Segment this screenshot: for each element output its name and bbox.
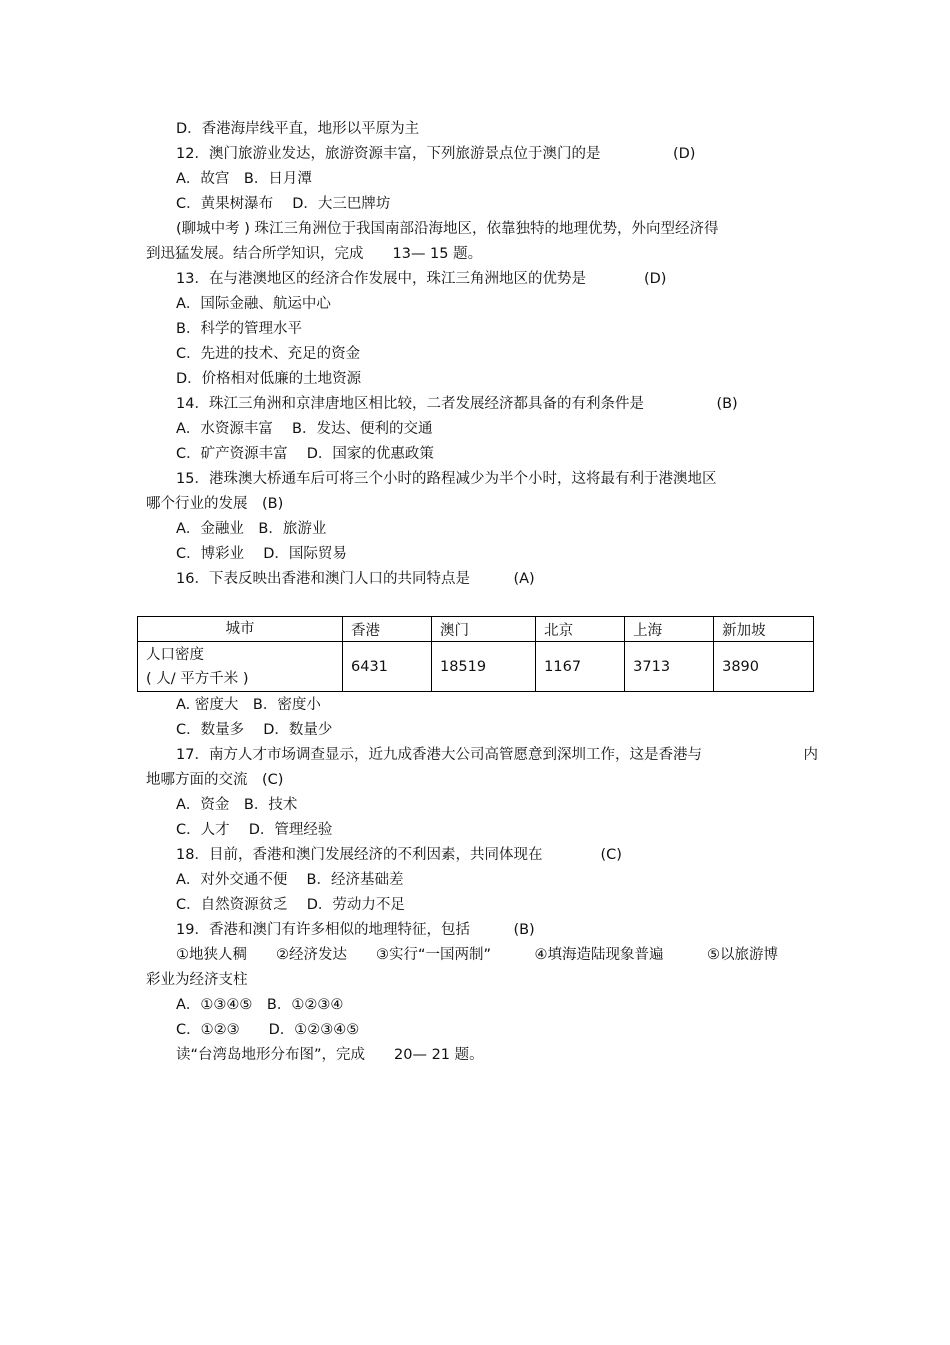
text-line-q12: 12．澳门旅游业发达，旅游资源丰富，下列旅游景点位于澳门的是 (D) [176,146,696,162]
header-macau: 澳门 [431,617,535,642]
text-line-q13-c: C．先进的技术、充足的资金 [176,346,361,362]
text-line-intro-13-15-a: (聊城中考 ) 珠江三角洲位于我国南部沿海地区，依靠独特的地理优势，外向型经济得 [176,221,719,237]
table-row [138,642,814,692]
text-line-q19-ab: A．①③④⑤ B．①②③④ [176,997,344,1013]
text-line-q15-ab: A．金融业 B．旅游业 [176,521,327,537]
text-line-intro-13-15-b: 到迅猛发展。结合所学知识，完成 13— 15 题。 [146,246,483,262]
row-label [138,642,343,692]
cell-hongkong: 6431 [343,642,432,692]
text-line-q12-cd: C．黄果树瀑布 D．大三巴牌坊 [176,196,391,212]
text-line-q18-cd: C．自然资源贫乏 D．劳动力不足 [176,897,405,913]
text-line-q17-ab: A．资金 B．技术 [176,797,298,813]
population-table [137,616,814,692]
header-hongkong: 香港 [343,617,432,642]
text-line-q18-ab: A．对外交通不便 B．经济基础差 [176,872,404,888]
text-line-q15-a: 15．港珠澳大桥通车后可将三个小时的路程减少为半个小时，这将最有利于港澳地区 [176,471,717,487]
text-line-q17-cd: C．人才 D．管理经验 [176,822,333,838]
text-line-q19-opts-b: 彩业为经济支柱 [146,972,248,988]
text-line-q17-a: 17．南方人才市场调查显示，近九成香港大公司高管愿意到深圳工作，这是香港与 内 [176,747,818,763]
text-line-q15-b: 哪个行业的发展 (B) [146,496,284,512]
text-line-q16-ab: A. 密度大 B．密度小 [176,697,321,713]
text-line-q13-b: B．科学的管理水平 [176,321,302,337]
header-beijing: 北京 [536,617,625,642]
cell-singapore: 3890 [714,642,814,692]
text-line-q18: 18．目前，香港和澳门发展经济的不利因素，共同体现在 (C) [176,847,622,863]
row-label-line1: 人口密度 [146,646,204,663]
text-line-q13-d: D．价格相对低廉的土地资源 [176,371,362,387]
text-line-q12-ab: A．故宫 B．日月潭 [176,171,312,187]
text-line-q19-opts-a: ①地狭人稠 ②经济发达 ③实行“一国两制” ④填海造陆现象普遍 ⑤以旅游博 [176,947,779,963]
text-line-q11-d: D．香港海岸线平直，地形以平原为主 [176,121,420,137]
text-line-q19-cd: C．①②③ D．①②③④⑤ [176,1022,360,1038]
text-line-q17-b: 地哪方面的交流 (C) [146,772,284,788]
cell-shanghai: 3713 [625,642,714,692]
table-header-row [138,617,814,642]
text-line-q14: 14．珠江三角洲和京津唐地区相比较，二者发展经济都具备的有利条件是 (B) [176,396,738,412]
text-line-intro-20-21: 读“台湾岛地形分布图”，完成 20— 21 题。 [176,1047,484,1063]
text-line-q13-a: A．国际金融、航运中心 [176,296,331,312]
text-line-q16-cd: C．数量多 D．数量少 [176,722,333,738]
header-shanghai: 上海 [625,617,714,642]
text-line-q16: 16．下表反映出香港和澳门人口的共同特点是 (A) [176,571,535,587]
cell-beijing: 1167 [536,642,625,692]
text-line-q19: 19．香港和澳门有许多相似的地理特征，包括 (B) [176,922,535,938]
cell-macau: 18519 [431,642,535,692]
header-singapore: 新加坡 [714,617,814,642]
header-city: 城市 [138,617,343,642]
text-line-q14-ab: A．水资源丰富 B．发达、便利的交通 [176,421,433,437]
text-line-q15-cd: C．博彩业 D．国际贸易 [176,546,347,562]
text-line-q13: 13．在与港澳地区的经济合作发展中，珠江三角洲地区的优势是 (D) [176,271,667,287]
text-line-q14-cd: C．矿产资源丰富 D．国家的优惠政策 [176,446,434,462]
row-label-line2: ( 人/ 平方千米 ) [146,670,249,687]
